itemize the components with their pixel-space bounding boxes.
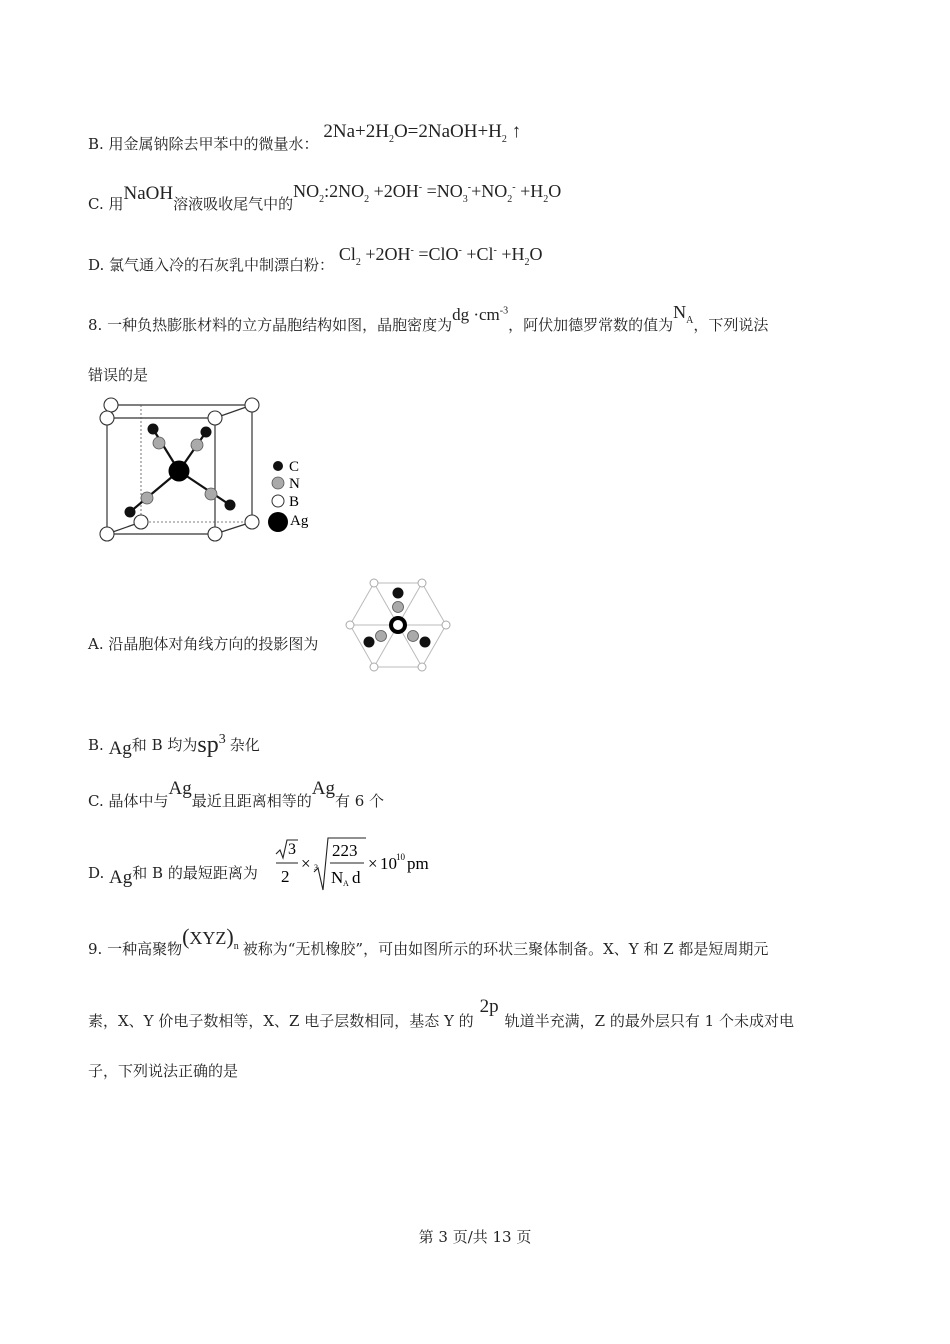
q8-na: $N_A$ xyxy=(673,302,694,326)
reagent-naoh: NaOH xyxy=(123,183,174,204)
q8-text-3: ，下列说法 xyxy=(693,316,769,334)
option-8c-ag2: Ag xyxy=(311,778,335,799)
option-7d xyxy=(88,244,543,275)
legend-ag-label: Ag xyxy=(290,513,309,529)
legend-n-marker xyxy=(272,477,284,489)
crystal-cell-diagram xyxy=(95,392,325,544)
q9-text-3: 素，X、Y 价电子数相等，X、Z 电子层数相同，基态 Y 的 xyxy=(88,1012,474,1030)
option-8c-prefix: C. 晶体中与 xyxy=(88,792,169,810)
q9-text-1: 9. 一种高聚物 xyxy=(88,940,183,958)
option-8c-ag1: Ag xyxy=(168,778,192,799)
q8-density: dg $\cdot cm^{-3}$ xyxy=(452,305,509,324)
svg-text:×: × xyxy=(368,854,378,873)
q9-formula: $(XYZ)_n$ xyxy=(182,924,239,952)
option-7b-text: B. 用金属钠除去甲苯中的微量水： xyxy=(88,135,319,153)
q9-orbital: 2p xyxy=(479,996,499,1017)
option-7d-text: D. 氯气通入冷的石灰乳中制漂白粉： xyxy=(88,256,335,274)
svg-text:10: 10 xyxy=(396,852,405,862)
svg-text:N: N xyxy=(331,868,344,887)
svg-text:10: 10 xyxy=(380,854,397,873)
legend-c-marker xyxy=(273,461,283,471)
legend-b-label: B xyxy=(289,494,300,510)
page-footer: 第 3 页/共 13 页 xyxy=(418,1228,532,1246)
option-7b-equation: $2Na+2H_2O=2NaOH+H_2$ ↑ xyxy=(323,121,522,145)
svg-text:3: 3 xyxy=(314,863,318,872)
q9-text-2: 被称为“无机橡胶”，可由如图所示的环状三聚体制备。X、Y 和 Z 都是短周期元 xyxy=(242,940,769,958)
q8-text-1: 8. 一种负热膨胀材料的立方晶胞结构如图，晶胞密度为 xyxy=(88,316,453,334)
option-8b-middle: 和 B 均为 xyxy=(131,736,198,754)
option-8d-ag: Ag xyxy=(109,867,133,888)
option-8d-formula xyxy=(270,836,440,892)
option-7d-equation: $Cl_2 +2OH^- =ClO^- +Cl^- +H_2O$ xyxy=(338,244,543,268)
option-8c-middle: 最近且距离相等的 xyxy=(191,792,312,810)
option-7c-middle: 溶液吸收尾气中的 xyxy=(173,195,294,213)
option-8d-prefix: D. xyxy=(88,864,110,882)
q9-line-2 xyxy=(88,996,794,1032)
option-8c-suffix: 有 6 个 xyxy=(334,792,385,810)
q8-text-4: 错误的是 xyxy=(88,366,149,384)
option-8c xyxy=(88,778,385,812)
svg-text:×: × xyxy=(301,854,311,873)
svg-text:3: 3 xyxy=(288,841,296,858)
option-7b xyxy=(88,121,522,155)
projection-diagram xyxy=(343,578,451,672)
option-8d xyxy=(88,862,258,888)
option-8b-ag: Ag xyxy=(108,738,132,759)
svg-text:pm: pm xyxy=(407,854,429,873)
option-8b-prefix: B. xyxy=(88,736,109,754)
legend-ag-marker xyxy=(268,512,288,532)
option-7c-prefix: C. 用 xyxy=(88,195,124,213)
legend-b-marker xyxy=(272,495,284,507)
q8-text-2: ，阿伏加德罗常数的值为 xyxy=(508,316,674,334)
svg-text:d: d xyxy=(352,868,361,887)
svg-text:223: 223 xyxy=(332,841,358,860)
option-7c xyxy=(88,181,562,215)
q9-text-5: 子，下列说法正确的是 xyxy=(88,1062,239,1080)
legend-n-label: N xyxy=(289,476,300,492)
option-8d-middle: 和 B 的最短距离为 xyxy=(132,864,258,882)
q9-text-4: 轨道半充满，Z 的最外层只有 1 个未成对电 xyxy=(504,1012,794,1030)
legend-c-label: C xyxy=(289,459,300,475)
svg-text:A: A xyxy=(343,879,349,888)
question-8-stem xyxy=(88,302,769,335)
question-9-stem xyxy=(88,924,769,960)
option-8b xyxy=(88,730,260,757)
option-7c-equation: $NO_2:2NO_2 +2OH^- =NO_3^-+NO_2^- +H_2O$ xyxy=(293,181,562,205)
option-8b-hybrid: $sp^3$ xyxy=(197,732,226,758)
option-8b-suffix: 杂化 xyxy=(229,736,260,754)
option-8a-text: A. 沿晶胞体对角线方向的投影图为 xyxy=(88,635,319,653)
svg-text:2: 2 xyxy=(281,867,290,886)
